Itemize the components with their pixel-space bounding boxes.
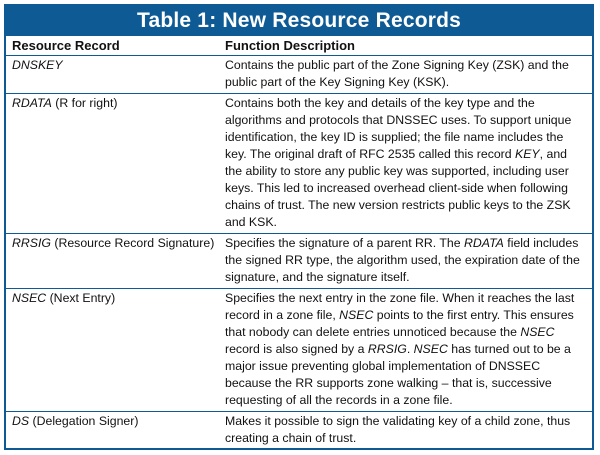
- description-cell-text: Specifies the signature of a parent RR. The: [225, 236, 465, 250]
- table-row: [6, 412, 592, 449]
- description-cell-text: , and the ability to store any public key was supported, including user keys. This led to increased overhead client-side when following chains of trust. The new version restricts public keys to the ZSK and KSK.: [225, 147, 571, 229]
- description-cell-text: Contains both the key and details of the key type and the algorithms and protocols that DNSSEC uses. To support unique identification, the key ID is supplied; the file name includes the key. The original draft of RFC 2535 called this record: [225, 96, 572, 161]
- description-cell-text: RDATA: [464, 236, 504, 250]
- description-cell: [221, 94, 592, 233]
- description-cell-text: NSEC: [339, 308, 374, 322]
- record-cell: [6, 412, 221, 449]
- column-header-row: [6, 36, 592, 56]
- description-cell-text: Makes it possible to sign the validating key of a child zone, thus creating a chain of trust.: [225, 414, 571, 445]
- record-cell-text: NSEC: [12, 291, 47, 305]
- description-cell-text: points to the first entry. This ensures that nobody can delete entries unnoticed because the: [225, 308, 574, 339]
- description-cell-text: has turned out to be a major issue preventing global implementation of DNSSEC because the RR supports zone walking – that is, successive requesting of all the records in a zone file.: [225, 342, 571, 407]
- description-cell: [221, 289, 592, 411]
- record-cell: [6, 56, 221, 93]
- table-title: Table 1: New Resource Records: [6, 6, 592, 36]
- column-header-record: Resource Record: [12, 38, 120, 53]
- record-cell: [6, 94, 221, 233]
- description-cell-text: RRSIG: [367, 342, 407, 356]
- description-cell: [221, 56, 592, 93]
- description-cell-text: KEY: [515, 147, 540, 161]
- description-cell-text: record is also signed by a: [225, 342, 368, 356]
- table-body: [6, 56, 592, 449]
- record-cell-text: (Next Entry): [46, 291, 116, 305]
- resource-records-table: [4, 4, 594, 450]
- description-cell-text: .: [406, 342, 414, 356]
- table-row: [6, 94, 592, 234]
- record-cell-text: RRSIG: [12, 236, 51, 250]
- description-cell-text: NSEC: [520, 325, 555, 339]
- table-row: [6, 234, 592, 289]
- table-row: [6, 56, 592, 94]
- table-row: [6, 289, 592, 412]
- description-cell-text: Specifies the next entry in the zone file. When it reaches the last record in a zone file,: [225, 291, 575, 322]
- description-cell: [221, 412, 592, 449]
- record-cell: [6, 289, 221, 411]
- record-cell-text: RDATA: [12, 96, 52, 110]
- description-cell-text: NSEC: [413, 342, 448, 356]
- record-cell-text: DS: [12, 414, 30, 428]
- description-cell-text: Contains the public part of the Zone Signing Key (ZSK) and the public part of the Key Signing Key (KSK).: [225, 58, 569, 89]
- record-cell-text: (R for right): [51, 96, 118, 110]
- record-cell-text: (Resource Record Signature): [50, 236, 215, 250]
- record-cell-text: DNSKEY: [12, 58, 63, 72]
- record-cell: [6, 234, 221, 288]
- description-cell-text: field includes the signed RR type, the algorithm used, the expiration date of the signature, and the signature itself.: [225, 236, 580, 284]
- description-cell: [221, 234, 592, 288]
- column-header-description: Function Description: [225, 38, 355, 53]
- record-cell-text: (Delegation Signer): [29, 414, 139, 428]
